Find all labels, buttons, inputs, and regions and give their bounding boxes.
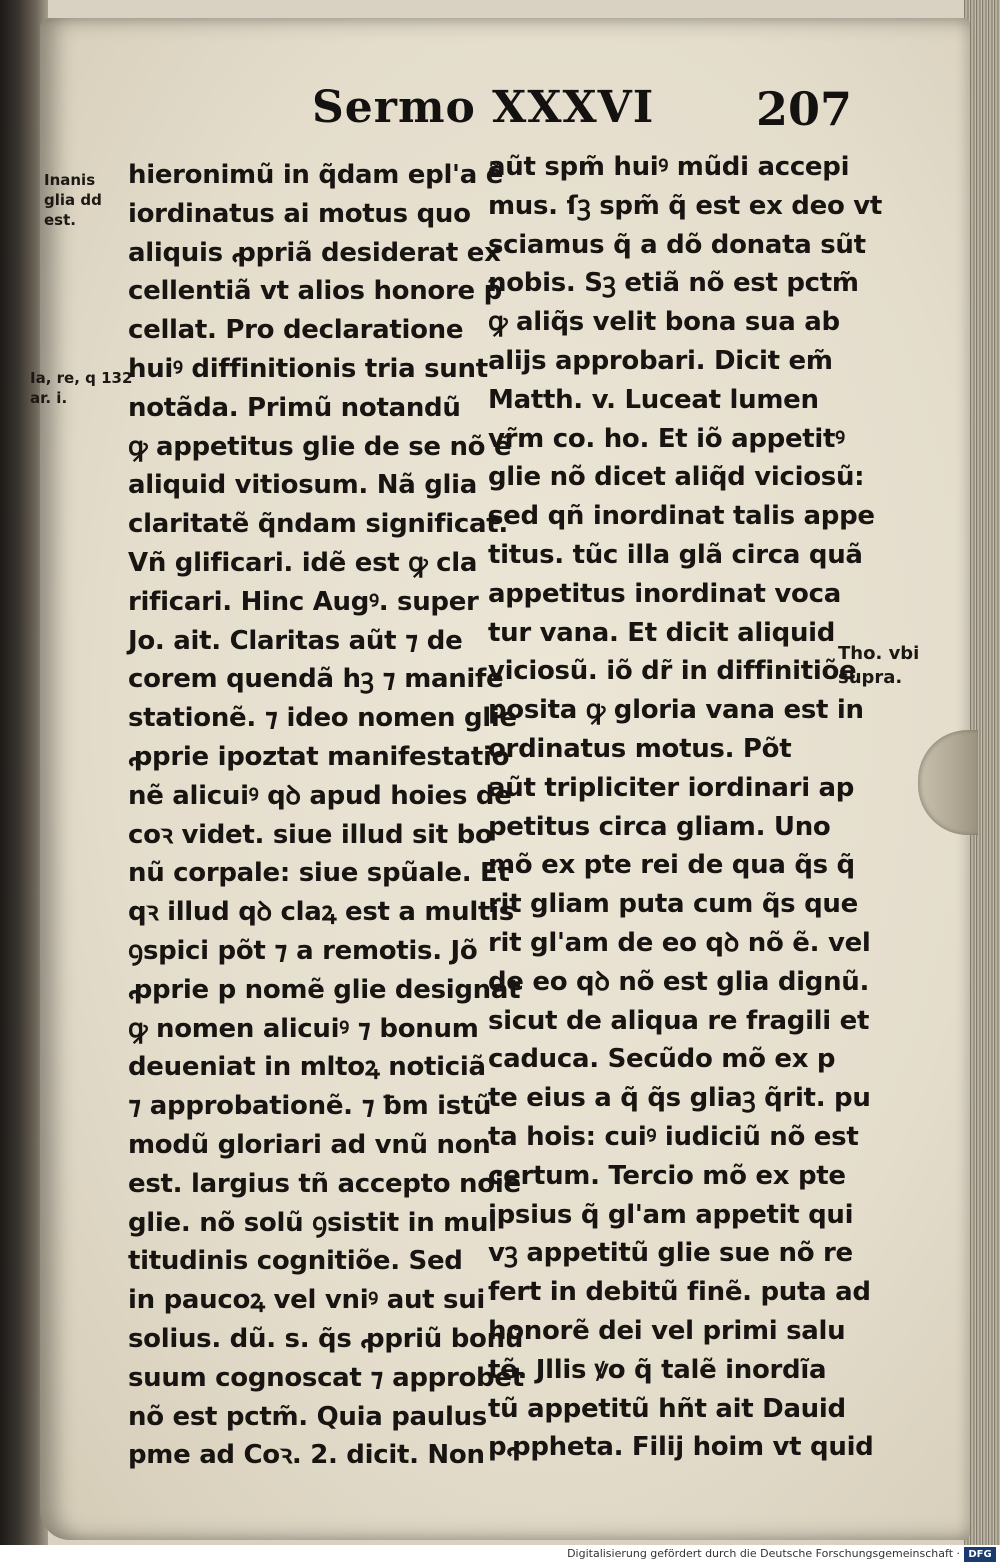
text-line: posita ꝙ gloria vana est in (488, 695, 864, 726)
text-line: glie. nõ solũ ꝯsistit in mul (128, 1207, 497, 1238)
text-line: ordinatus motus. Põt (488, 733, 792, 764)
gloss-line: ar. i. (30, 389, 68, 407)
text-line: ꝙ appetitus glie de se nõ ẽ (128, 431, 512, 462)
text-line: deueniat in mltoꝝ noticiã (128, 1052, 486, 1083)
text-line: hieronimũ in q̃dam epl'a ẽ (128, 160, 504, 190)
text-line: tũ appetitũ hñt ait Dauid (488, 1393, 846, 1424)
text-line: coꝛ videt. siue illud sit bo (128, 819, 493, 850)
text-line: rificari. Hinc Augꝰ. super (128, 586, 479, 617)
gloss-line: Tho. vbi (838, 643, 920, 664)
text-line: sed qñ inordinat talis appe (488, 501, 875, 532)
text-line: vr̃m co. ho. Et iõ appetitꝰ (488, 423, 845, 454)
text-line: ꝯspici põt ⁊ a remotis. Jõ (128, 935, 478, 966)
text-line: appetitus inordinat voca (488, 578, 841, 609)
text-line: tur vana. Et dicit aliquid (488, 617, 836, 648)
running-header (312, 82, 852, 142)
margin-gloss-reference (30, 368, 132, 408)
text-line: pꝓpheta. Filij hoim vt quid (488, 1432, 874, 1463)
text-line: Jo. ait. Claritas aũt ⁊ de (128, 625, 463, 656)
text-line: vꝫ appetitũ glie sue nõ re (488, 1238, 853, 1269)
text-line: mõ ex pte rei de qua q̃s q̃ (488, 850, 855, 881)
text-line: te eius a q̃ q̃s gliaꝫ q̃rit. pu (488, 1083, 871, 1114)
text-column-left (128, 156, 524, 1475)
footer-bar (0, 1545, 1000, 1565)
text-line: titus. tũc illa glã circa quã (488, 539, 863, 570)
text-line: cellat. Pro declaratione (128, 315, 464, 346)
text-line: nẽ alicuiꝰ qꝺ apud hoies de (128, 780, 512, 811)
text-line: caduca. Secũdo mõ ex p (488, 1044, 836, 1075)
funding-credit: Digitalisierung gefördert durch die Deutsche Forschungsgemeinschaft · (567, 1547, 960, 1560)
dfg-logo: DFG (964, 1547, 996, 1562)
text-line: ꝙ nomen alicuiꝰ ⁊ bonum (128, 1013, 479, 1044)
text-line: aũt tripliciter iordinari ap (488, 772, 855, 803)
text-line: ipsius q̃ gl'am appetit qui (488, 1199, 854, 1230)
text-line: rit gliam puta cum q̃s que (488, 889, 858, 920)
text-line: est. largius tñ accepto noie (128, 1168, 521, 1199)
text-line: certum. Tercio mõ ex pte (488, 1160, 846, 1191)
text-line: ⁊ approbationẽ. ⁊ ƀm istũ (128, 1091, 492, 1122)
text-line: claritatẽ q̃ndam significat. (128, 509, 508, 540)
text-line: mus. ſꝫ spm̃ q̃ est ex deo vt (488, 190, 883, 221)
text-line: ꝓprie ipoztat manifestatio (128, 741, 510, 772)
running-title: Sermo XXXVI (312, 82, 655, 133)
text-line: huiꝰ diffinitionis tria sunt (128, 353, 488, 384)
text-line: de eo qꝺ nõ est glia dignũ. (488, 966, 870, 997)
text-line: nũ corpale: siue spũale. Et (128, 858, 510, 889)
gloss-line: Ia, re, q 132 (30, 369, 133, 387)
text-line: suum cognoscat ⁊ approbet (128, 1362, 524, 1393)
text-line: notãda. Primũ notandũ (128, 392, 461, 423)
text-line: nõ est pctm̃. Quia paulus (128, 1401, 487, 1432)
text-line: rit gl'am de eo qꝺ nõ ẽ. vel (488, 927, 871, 958)
text-line: aliquid vitiosum. Nã glia (128, 470, 477, 501)
text-line: viciosũ. iõ dr̃ in diffinitiõe (488, 656, 857, 687)
text-line: glie nõ dicet aliq̃d viciosũ: (488, 462, 865, 493)
text-line: aũt spm̃ huiꝰ mũdi accepi (488, 152, 850, 182)
text-line: Vñ glificari. idẽ est ꝙ cla (128, 547, 478, 578)
text-line: pme ad Coꝛ. 2. dicit. Non (128, 1440, 485, 1471)
text-line: sicut de aliqua re fragili et (488, 1005, 870, 1036)
text-line: ta hois: cuiꝰ iudiciũ nõ est (488, 1121, 859, 1152)
text-line: iordinatus ai motus quo (128, 198, 471, 229)
text-line: modũ gloriari ad vnũ non (128, 1129, 491, 1160)
text-line: ꝙ aliq̃s velit bona sua ab (488, 307, 840, 338)
text-line: cellentiã vt alios honore p̃ (128, 276, 502, 307)
folio-number: 207 (755, 82, 852, 136)
text-line: sciamus q̃ a dõ donata sũt (488, 229, 866, 260)
text-line: nobis. Sꝫ etiã nõ est pctm̃ (488, 268, 859, 299)
text-line: stationẽ. ⁊ ideo nomen glie (128, 703, 517, 734)
gloss-line: est. (44, 211, 76, 229)
text-line: solius. dũ. s. q̃s ꝓpriũ bonũ (128, 1323, 524, 1354)
text-line: alijs approbari. Dicit em̃ (488, 345, 833, 376)
text-line: corem quendã hꝫ ⁊ manife (128, 664, 504, 695)
text-line: in paucoꝝ vel vniꝰ aut sui (128, 1285, 486, 1316)
text-line: qꝛ illud qꝺ claꝝ est a multis (128, 897, 514, 928)
text-line: aliquis ꝓpriã desiderat ex (128, 237, 501, 268)
margin-gloss-inanis (44, 170, 102, 230)
text-line: fert in debitũ finẽ. puta ad (488, 1277, 871, 1308)
text-line: titudinis cognitiõe. Sed (128, 1246, 463, 1277)
text-line: petitus circa gliam. Uno (488, 811, 831, 842)
text-line: ꝓprie p nomẽ glie designat (128, 974, 521, 1005)
text-line: Matth. v. Luceat lumen (488, 384, 819, 415)
gloss-line: glia dd (44, 191, 102, 209)
gloss-line: Inanis (44, 171, 96, 189)
text-line: honorẽ dei vel primi salu (488, 1315, 846, 1346)
gloss-line: supra. (838, 667, 903, 688)
text-line: tẽ. Jllis ꝟo q̃ talẽ inordĩa (488, 1354, 827, 1385)
